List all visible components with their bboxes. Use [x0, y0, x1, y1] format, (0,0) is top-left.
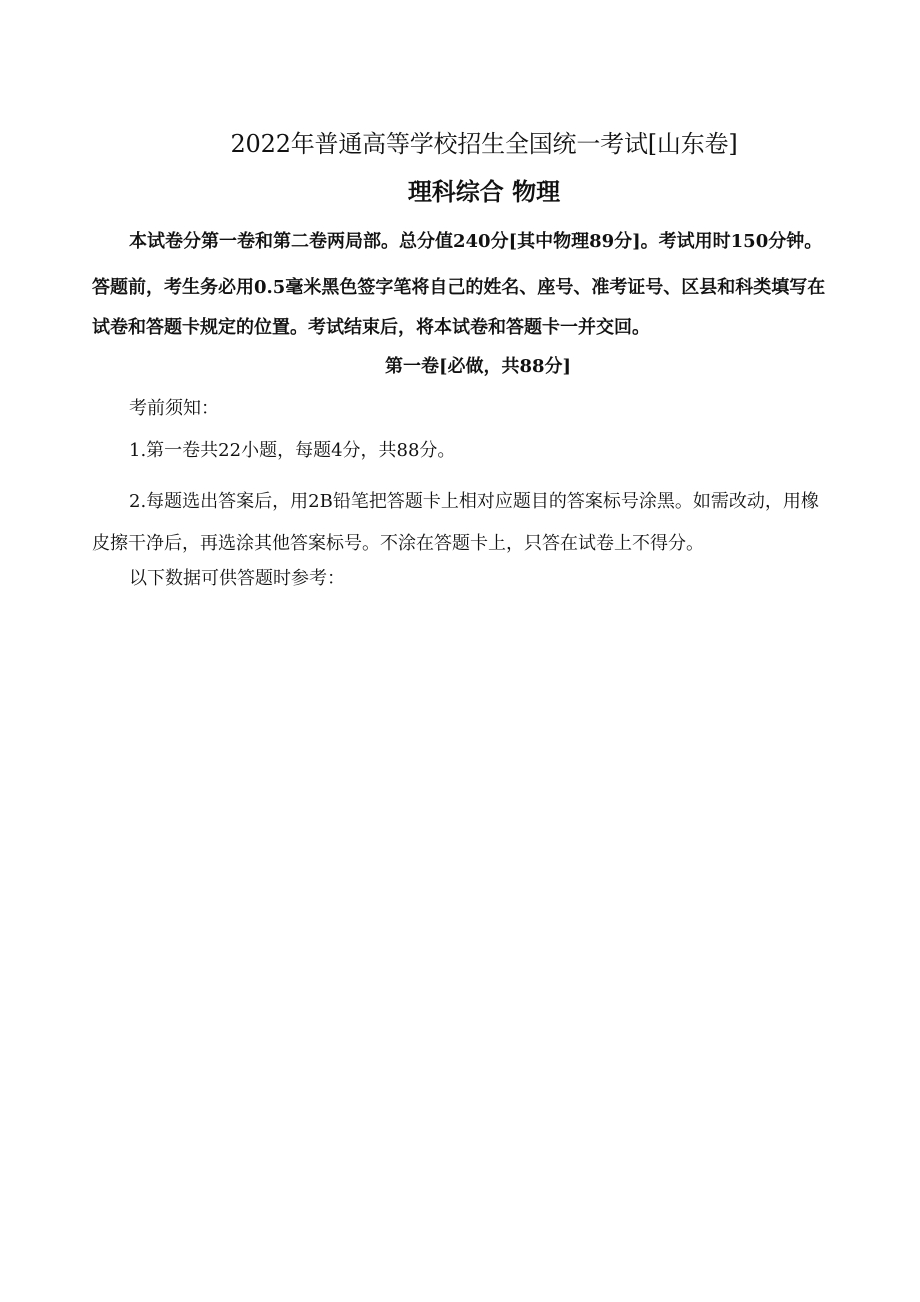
notice-item-1: 1.第一卷共22小题，每题4分，共88分。 [129, 440, 456, 461]
intro-paragraph-1: 本试卷分第一卷和第二卷两局部。总分值240分[其中物理89分]。考试用时150分钟。 [129, 231, 823, 252]
notice-item-2: 2.每题选出答案后，用2B铅笔把答题卡上相对应题目的答案标号涂黑。如需改动，用橡皮擦干净后，再选涂其他答案标号。不涂在答题卡上，只答在试卷上不得分。 [92, 491, 819, 554]
section-heading: 第一卷[必做，共88分] [384, 356, 572, 377]
exam-title: 2022年普通高等学校招生全国统一考试[山东卷] [230, 130, 738, 158]
exam-subtitle: 理科综合 物理 [407, 177, 561, 206]
notice-heading: 考前须知： [129, 398, 219, 419]
reference-line: 以下数据可供答题时参考： [129, 568, 345, 589]
intro-paragraph-2: 答题前，考生务必用0.5毫米黑色签字笔将自己的姓名、座号、准考证号、区县和科类填写在试卷和答题卡规定的位置。考试结束后，将本试卷和答题卡一并交回。 [92, 277, 826, 338]
